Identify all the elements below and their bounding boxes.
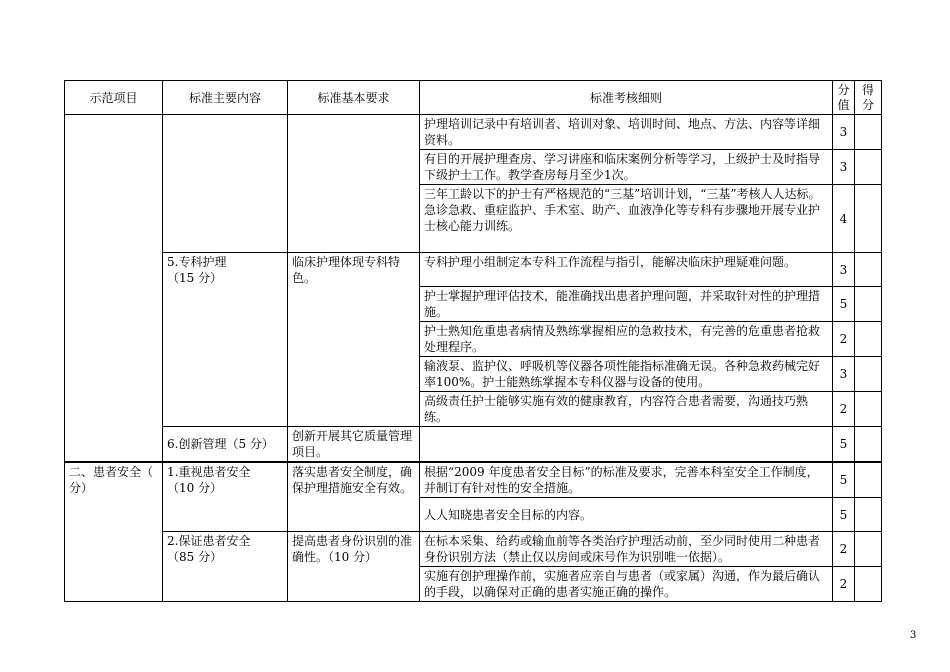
safety-project-cell: 二、患者安全（ 分） xyxy=(65,462,163,602)
detail-cell: 护理培训记录中有培训者、培训对象、培训时间、地点、方法、内容等详细资料。 xyxy=(420,115,833,150)
header-project: 示范项目 xyxy=(65,81,163,115)
score-value-cell: 3 xyxy=(833,253,855,287)
table-row xyxy=(65,253,882,287)
score-value-cell: 3 xyxy=(833,357,855,392)
score-value-cell: 5 xyxy=(833,427,855,463)
detail-cell: 实施有创护理操作前，实施者应亲自与患者（或家属）沟通，作为最后确认的手段，以确保对正确的患者实施正确的操作。 xyxy=(420,567,833,602)
table-row xyxy=(65,532,882,567)
score-got-cell xyxy=(855,253,882,287)
header-details: 标准考核细则 xyxy=(420,81,833,115)
detail-cell: 专科护理小组制定本专科工作流程与指引，能解决临床护理疑难问题。 xyxy=(420,253,833,287)
detail-cell: 三年工龄以下的护士有严格规范的“三基”培训计划，“三基”考核人人达标。 急诊急救、重症监护、手术室、助产、血液净化等专科有步骤地开展专业护士核心能力训练。 xyxy=(420,185,833,253)
score-got-cell xyxy=(855,532,882,567)
safety2-content-cell: 2.保证患者安全 （85 分） xyxy=(163,532,288,602)
safety1-content-cell: 1.重视患者安全 （10 分） xyxy=(163,462,288,532)
assessment-table xyxy=(64,80,882,602)
header-requirement: 标准基本要求 xyxy=(288,81,420,115)
score-got-cell xyxy=(855,427,882,463)
score-got-cell xyxy=(855,287,882,322)
score-value-cell: 5 xyxy=(833,498,855,532)
requirement-cell-continued xyxy=(288,115,420,253)
score-got-cell xyxy=(855,115,882,150)
score-value-cell: 5 xyxy=(833,287,855,322)
detail-cell: 人人知晓患者安全目标的内容。 xyxy=(420,498,833,532)
page-number: 3 xyxy=(910,630,917,641)
detail-cell: 护士熟知危重患者病情及熟练掌握相应的急救技术，有完善的危重患者抢救处理程序。 xyxy=(420,322,833,357)
score-got-cell xyxy=(855,357,882,392)
table-row xyxy=(65,115,882,150)
score-value-cell: 3 xyxy=(833,115,855,150)
safety1-requirement-cell: 落实患者安全制度，确保护理措施安全有效。 xyxy=(288,462,420,532)
detail-cell: 高级责任护士能够实施有效的健康教育，内容符合患者需要，沟通技巧熟练。 xyxy=(420,392,833,427)
table-row xyxy=(65,427,882,463)
score-value-cell: 2 xyxy=(833,532,855,567)
detail-cell: 根据“2009 年度患者安全目标”的标准及要求，完善本科室安全工作制度，并制订有针对性的安全措施。 xyxy=(420,462,833,498)
specialty-content-cell: 5.专科护理 （15 分） xyxy=(163,253,288,427)
table-row xyxy=(65,462,882,498)
score-value-cell: 5 xyxy=(833,462,855,498)
header-content: 标准主要内容 xyxy=(163,81,288,115)
score-got-cell xyxy=(855,185,882,253)
score-value-cell: 2 xyxy=(833,392,855,427)
detail-cell: 有目的开展护理查房、学习讲座和临床案例分析等学习，上级护士及时指导下级护士工作。教学查房每月至少1次。 xyxy=(420,150,833,185)
score-got-cell xyxy=(855,462,882,498)
header-row xyxy=(65,81,882,115)
score-value-cell: 2 xyxy=(833,322,855,357)
content-cell-continued xyxy=(163,115,288,253)
score-got-cell xyxy=(855,567,882,602)
score-got-cell xyxy=(855,498,882,532)
detail-cell: 护士掌握护理评估技术，能准确找出患者护理问题，并采取针对性的护理措施。 xyxy=(420,287,833,322)
score-value-cell: 3 xyxy=(833,150,855,185)
safety2-requirement-cell: 提高患者身份识别的准确性。（10 分） xyxy=(288,532,420,602)
specialty-requirement-cell: 临床护理体现专科特色。 xyxy=(288,253,420,427)
innovation-requirement-cell: 创新开展其它质量管理项目。 xyxy=(288,427,420,463)
header-score-value: 分值 xyxy=(833,81,855,115)
score-got-cell xyxy=(855,322,882,357)
innovation-content-cell: 6.创新管理（5 分） xyxy=(163,427,288,463)
score-got-cell xyxy=(855,150,882,185)
score-got-cell xyxy=(855,392,882,427)
detail-cell: 输液泵、监护仪、呼吸机等仪器各项性能指标准确无误。各种急救药械完好率100%。护士能熟练掌握本专科仪器与设备的使用。 xyxy=(420,357,833,392)
header-score-got: 得分 xyxy=(855,81,882,115)
score-value-cell: 4 xyxy=(833,185,855,253)
detail-cell xyxy=(420,427,833,463)
project-cell-continued xyxy=(65,115,163,463)
detail-cell: 在标本采集、给药或输血前等各类治疗护理活动前，至少同时使用二种患者身份识别方法（禁止仅以房间或床号作为识别唯一依据）。 xyxy=(420,532,833,567)
score-value-cell: 2 xyxy=(833,567,855,602)
